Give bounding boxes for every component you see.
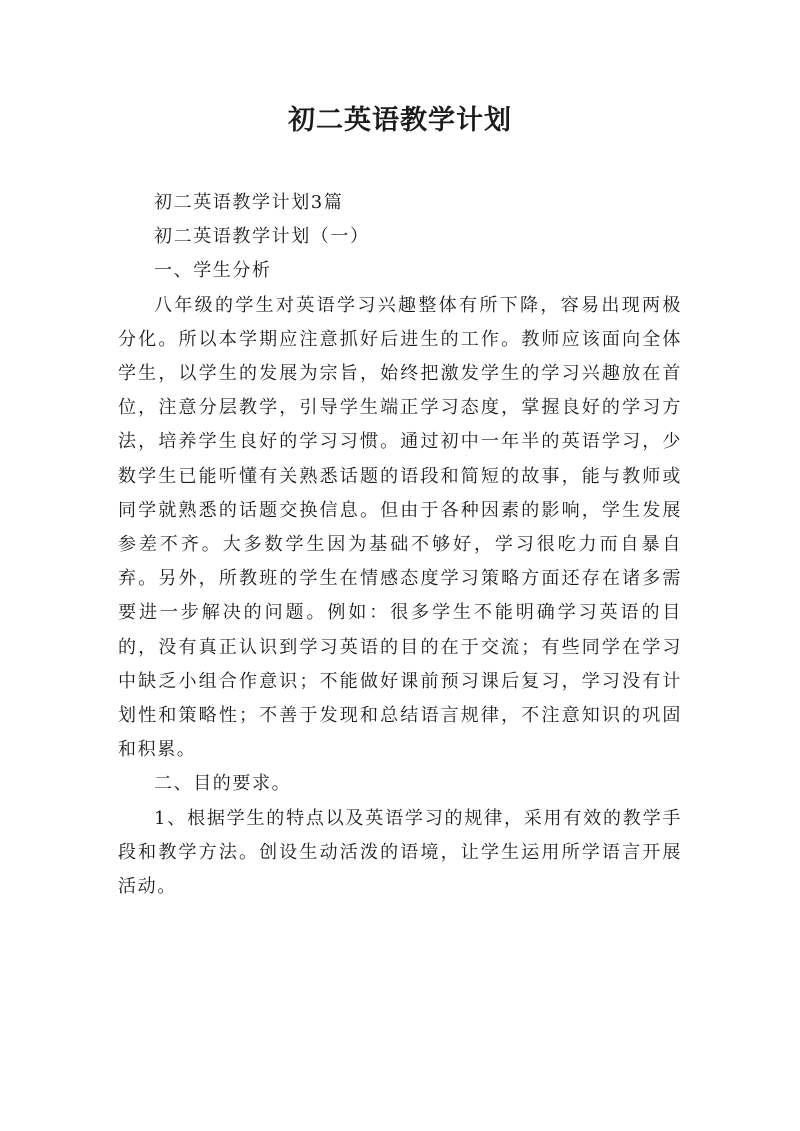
paragraph-section-heading: 初二英语教学计划（一） [154,226,370,248]
paragraph-student-analysis-heading: 一、学生分析 [154,260,272,282]
paragraph-subtitle: 初二英语教学计划3篇 [154,192,344,213]
paragraph-student-analysis: 八年级的学生对英语学习兴趣整体有所下降，容易出现两极分化。所以本学期应注意抓好后进生的工作。教师应该面向全体学生，以学生的发展为宗旨，始终把激发学生的学习兴趣放在首位，注意分层教学，引导学生端正学习态度，掌握良好的学习方法，培养学生良好的学习习惯。通过初中一年半的英语学习，少数学生已能听懂有关熟悉话题的语段和简短的故事，能与教师或同学就熟悉的话题交换信息。但由于各种因素的影响，学生发展参差不齐。大多数学生因为基础不够好，学习很吃力而自暴自弃。另外，所教班的学生在情感态度学习策略方面还存在诸多需要进一步解决的问题。例如：很多学生不能明确学习英语的目的，没有真正认识到学习英语的目的在于交流；有些同学在学习中缺乏小组合作意识；不能做好课前预习课后复习，学习没有计划性和策略性；不善于发现和总结语言规律，不注意知识的巩固和积累。 [118,294,682,761]
document-body [118,186,682,904]
document-title: 初二英语教学计划 [288,105,512,136]
paragraph-goal-1: 1、根据学生的特点以及英语学习的规律，采用有效的教学手段和教学方法。创设生动活泼的语境，让学生运用所学语言开展活动。 [118,807,682,898]
paragraph-goals-heading: 二、目的要求。 [154,773,292,795]
